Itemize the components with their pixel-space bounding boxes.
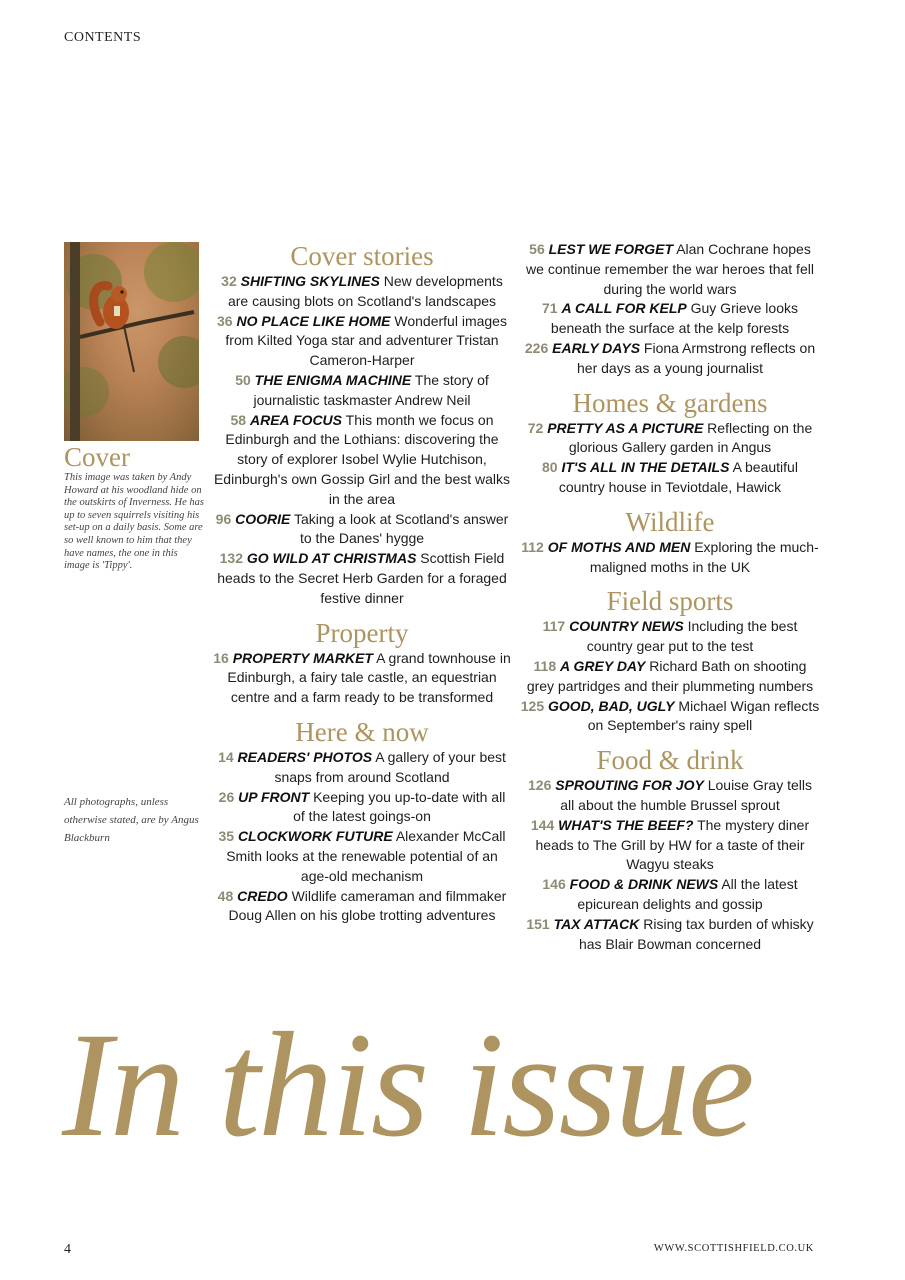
page-number: 80 (542, 459, 558, 476)
contents-entry[interactable] (520, 657, 820, 697)
entry-description: Exploring the much-maligned moths in the UK (589, 538, 819, 575)
page-number: 14 (218, 748, 234, 765)
contents-entry[interactable] (212, 887, 512, 927)
entry-heading: COUNTRY NEWS (569, 618, 684, 635)
contents-column-right (520, 240, 820, 954)
entry-heading: SHIFTING SKYLINES (240, 273, 380, 289)
contents-entry[interactable] (212, 788, 512, 828)
section-title-field-sports: Field sports (606, 586, 734, 617)
entry-heading: THE ENIGMA MACHINE (254, 371, 412, 388)
entry-heading: GOOD, BAD, UGLY (548, 697, 675, 714)
page-number: 32 (221, 273, 237, 289)
section-title-property: Property (315, 617, 409, 648)
entry-heading: PRETTY AS A PICTURE (547, 419, 704, 436)
contents-entry[interactable] (520, 776, 820, 816)
entry-description: Alexander McCall Smith looks at the renewable potential of an age-old mechanism (226, 828, 506, 884)
section-title-homes-and-gardens: Homes & gardens (572, 387, 768, 418)
contents-entry[interactable] (212, 510, 512, 550)
entry-heading: SPROUTING FOR JOY (555, 777, 704, 794)
page-number: 96 (215, 510, 232, 527)
entry-description: Scottish Field heads to the Secret Herb Garden for a foraged festive dinner (217, 550, 507, 606)
entry-description: A grand townhouse in Edinburgh, a fairy tale castle, an equestrian centre and a farm ready to be transformed (227, 649, 511, 706)
contents-entry[interactable] (520, 915, 820, 955)
contents-entry[interactable] (520, 419, 820, 459)
entry-description: Michael Wigan reflects on September's rainy spell (587, 697, 820, 734)
page-number: 226 (524, 339, 549, 356)
entry-heading: IT'S ALL IN THE DETAILS (561, 459, 730, 476)
entry-heading: LEST WE FORGET (548, 241, 674, 257)
entry-heading: PROPERTY MARKET (232, 649, 373, 666)
page-number: 72 (527, 419, 544, 436)
contents-column-middle (212, 240, 512, 926)
entry-description: Richard Bath on shooting grey partridges and their plummeting numbers (526, 657, 814, 694)
contents-entry[interactable] (212, 371, 512, 411)
contents-entry[interactable] (212, 748, 512, 788)
page-number: 56 (529, 241, 545, 257)
page-number: 58 (230, 411, 247, 428)
section-title-food-and-drink: Food & drink (596, 745, 744, 776)
entry-description: A beautiful country house in Teviotdale, Hawick (558, 459, 798, 495)
contents-entry[interactable] (520, 240, 820, 299)
entry-description: The story of journalistic taskmaster Andrew Neil (253, 371, 489, 408)
contents-entry[interactable] (520, 697, 820, 737)
contents-entry[interactable] (520, 538, 820, 578)
cover-caption: This image was taken by Andy Howard at his woodland hide on the outskirts of Inverness. He has up to seven squirrels visiting his set-up on a daily basis. Some are so well known to him that they have names, the one in this image is 'Tippy'. (64, 472, 204, 572)
entry-heading: COORIE (235, 510, 291, 527)
entry-heading: FOOD & DRINK NEWS (569, 876, 719, 893)
entry-heading: GO WILD AT CHRISTMAS (246, 550, 417, 567)
entry-heading: OF MOTHS AND MEN (547, 538, 691, 555)
contents-entry[interactable] (212, 411, 512, 510)
page-number: 16 (213, 649, 229, 666)
entry-description: Taking a look at Scotland's answer to the Danes' hygge (290, 510, 509, 547)
entry-heading: READERS' PHOTOS (237, 748, 373, 765)
page-number: 117 (542, 618, 566, 635)
contents-entry[interactable] (212, 549, 512, 608)
page-number: 151 (526, 915, 550, 932)
entry-description: All the latest epicurean delights and gossip (577, 876, 798, 912)
page-number: 144 (530, 816, 555, 833)
page-number: 26 (218, 788, 235, 805)
contents-entry[interactable] (520, 299, 820, 339)
cover-heading: Cover (64, 442, 130, 472)
entry-heading: EARLY DAYS (552, 339, 641, 356)
section-label: CONTENTS (64, 30, 142, 45)
entry-description: This month we focus on Edinburgh and the Lothians: discovering the story of explorer Isobel Wylie Hutchison, Edinburgh's own Gossip Girl and the best walks in the area (213, 411, 511, 507)
website-url: WWW.SCOTTISHFIELD.CO.UK (653, 1243, 814, 1254)
entry-description: Fiona Armstrong reflects on her days as a young journalist (577, 339, 816, 376)
entry-description: Wildlife cameraman and filmmaker Doug Allen on his globe trotting adventures (228, 887, 507, 924)
folio-page-number: 4 (64, 1242, 71, 1257)
page-number: 71 (542, 300, 558, 317)
page-number: 118 (533, 657, 557, 674)
entry-heading: AREA FOCUS (249, 411, 343, 428)
page-number: 132 (219, 550, 243, 567)
contents-entry[interactable] (520, 875, 820, 915)
entry-description: Wonderful images from Kilted Yoga star and adventurer Tristan Cameron-Harper (225, 312, 507, 369)
entry-heading: NO PLACE LIKE HOME (236, 312, 391, 329)
entry-heading: A GREY DAY (560, 657, 646, 674)
entry-description: Reflecting on the glorious Gallery garden in Angus (568, 419, 813, 456)
page-number: 48 (217, 887, 234, 904)
cover-photo (64, 242, 199, 441)
entry-heading: WHAT'S THE BEEF? (558, 816, 694, 833)
entry-description: Louise Gray tells all about the humble Brussel sprout (560, 777, 812, 813)
contents-entry[interactable] (212, 312, 512, 371)
contents-entry[interactable] (520, 816, 820, 875)
page-number: 112 (521, 538, 544, 555)
entry-description: The mystery diner heads to The Grill by HW for a taste of their Wagyu steaks (535, 816, 810, 873)
contents-entry[interactable] (520, 339, 820, 379)
entry-heading: CLOCKWORK FUTURE (237, 828, 393, 845)
entry-description: Keeping you up-to-date with all of the latest goings-on (293, 788, 506, 825)
red-squirrel-image (64, 242, 199, 441)
photo-credit: All photographs, unless otherwise stated, are by Angus Blackburn (64, 796, 199, 844)
entry-heading: A CALL FOR KELP (561, 300, 687, 317)
page-number: 126 (528, 777, 552, 794)
contents-entry[interactable] (520, 458, 820, 498)
entry-heading: TAX ATTACK (553, 915, 640, 932)
entry-description: Rising tax burden of whisky has Blair Bowman concerned (578, 915, 814, 952)
entry-heading: UP FRONT (238, 788, 310, 805)
section-title-wildlife: Wildlife (625, 506, 715, 537)
entry-description: Guy Grieve looks beneath the surface at the kelp forests (550, 300, 798, 337)
contents-entry[interactable] (520, 617, 820, 657)
section-title-cover-stories: Cover stories (290, 241, 434, 271)
page-number: 125 (520, 697, 545, 714)
entry-description: New developments are causing blots on Scotland's landscapes (227, 273, 503, 309)
contents-entry[interactable] (212, 649, 512, 708)
page-number: 146 (542, 876, 566, 893)
contents-entry[interactable] (212, 272, 512, 312)
entry-description: A gallery of your best snaps from around Scotland (274, 748, 506, 785)
entry-description: Including the best country gear put to the test (586, 618, 798, 655)
entry-description: Alan Cochrane hopes we continue remember the war heroes that fell during the world wars (526, 241, 814, 297)
entry-heading: CREDO (237, 887, 288, 904)
page-number: 36 (217, 312, 233, 329)
in-this-issue-title: In this issue (62, 1002, 753, 1168)
page-number: 50 (235, 371, 251, 388)
section-title-here-and-now: Here & now (295, 716, 429, 747)
contents-entry[interactable] (212, 827, 512, 886)
page-number: 35 (218, 828, 235, 845)
